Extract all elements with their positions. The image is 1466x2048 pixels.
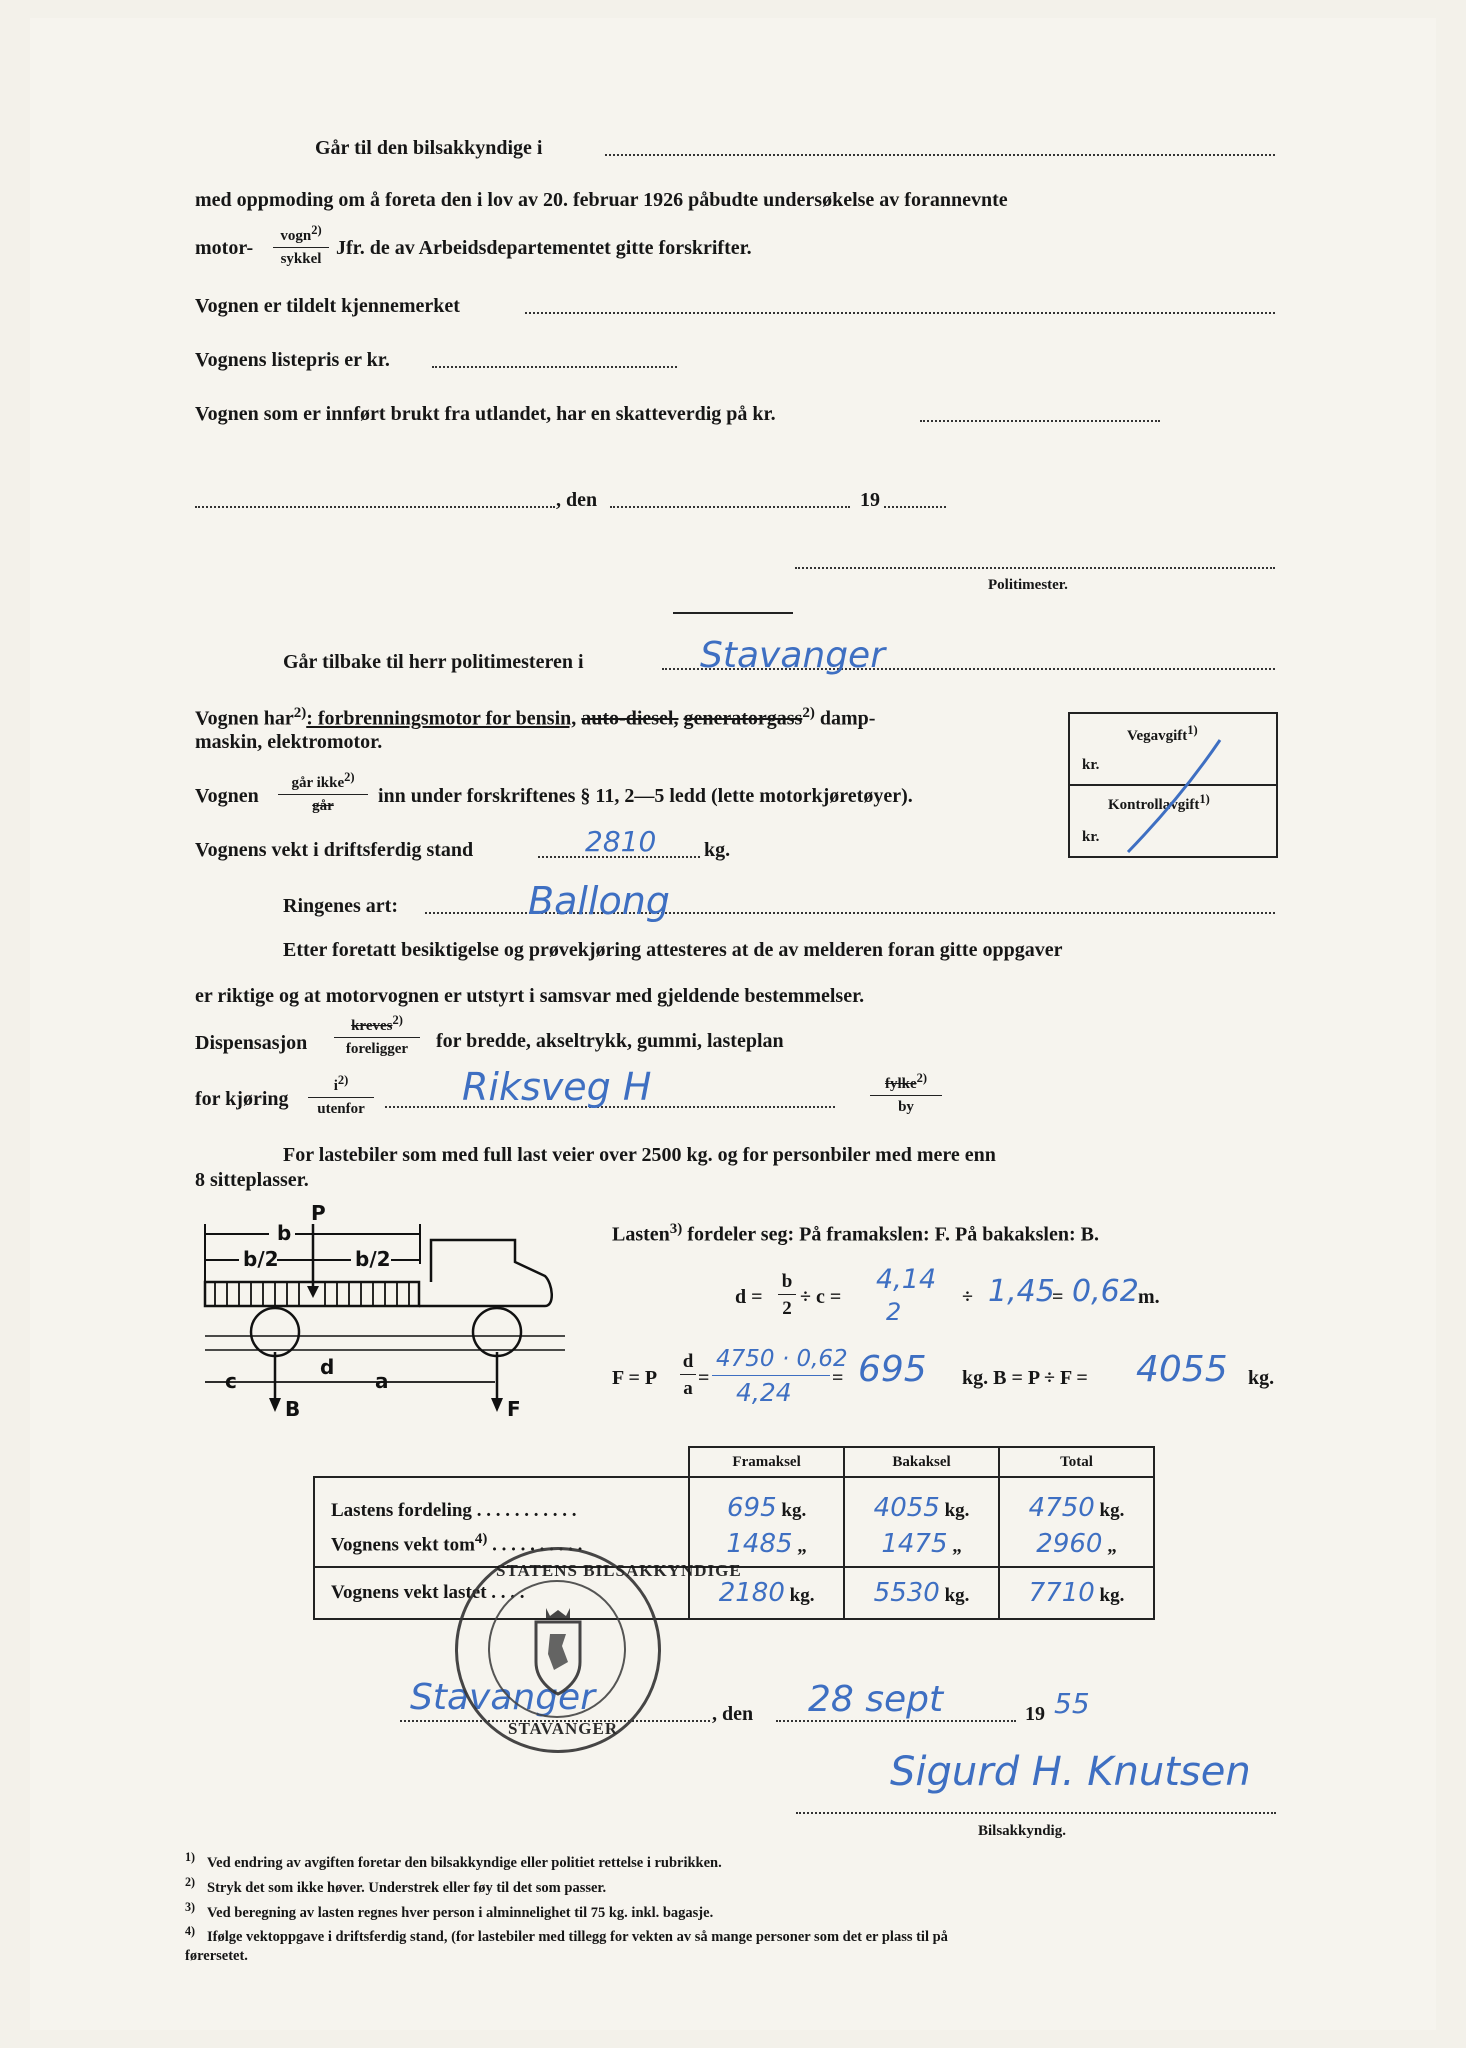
cell-value: 7710 — [1028, 1577, 1095, 1608]
goes-to-field[interactable] — [605, 154, 1275, 156]
formula-eq: = — [1052, 1286, 1064, 1308]
cell-value: 1485 — [726, 1528, 793, 1559]
diagram-B-label: B — [285, 1397, 301, 1421]
formula-hw-fraction-bar — [712, 1375, 830, 1376]
formula-minus-c: ÷ c = — [800, 1286, 842, 1308]
kontrollavgift-label: Kontrollavgift$^{1)}$ — [1108, 792, 1210, 813]
year-field-1[interactable] — [884, 506, 946, 508]
diagram-d-label: d — [320, 1355, 335, 1379]
table-header-framaksel: Framaksel — [689, 1447, 844, 1477]
load-diagram — [195, 1202, 575, 1422]
diagram-c-label: c — [225, 1369, 237, 1393]
section-divider — [673, 612, 793, 614]
table-header-row — [314, 1447, 1154, 1477]
paper-sheet — [30, 18, 1436, 2030]
kreves-fraction: kreves$^{2)}$ foreligger — [334, 1014, 420, 1057]
cell-value: 2960 — [1036, 1528, 1103, 1559]
signoff-year-handwriting: 55 — [1054, 1687, 1090, 1720]
formula-hw-414: 4,14 — [876, 1264, 937, 1295]
fylke-by-fraction: fylke$^{2)}$ by — [870, 1072, 942, 1115]
kjennemerke-field[interactable] — [525, 312, 1275, 314]
dispensasjon-label: Dispensasjon — [195, 1032, 308, 1054]
diagram-b-half-left: b/2 — [243, 1247, 279, 1271]
cell-value: 4055 — [873, 1493, 940, 1523]
cell-value: 5530 — [873, 1577, 940, 1608]
listepris-label: Vognens listepris er kr. — [195, 349, 390, 371]
dispensasjon-text: for bredde, akseltrykk, gummi, lasteplan — [436, 1030, 784, 1052]
signoff-den-label: , den — [712, 1703, 754, 1725]
footnote-1: $^{1)}$ Ved endring av avgiften foretar den bilsakkyndige eller politiet rettelse i rubrikken. — [185, 1850, 722, 1871]
formula-eq-2: = — [832, 1367, 844, 1389]
stamp-bottom-text: STAVANGER — [508, 1719, 619, 1738]
formula-hw-2: 2 — [886, 1298, 902, 1326]
load-distribution-table — [313, 1446, 1155, 1620]
formula-hw-denominator: 4,24 — [736, 1378, 792, 1407]
diagram-F-label: F — [507, 1397, 521, 1421]
formula-hw-4055: 4055 — [1136, 1349, 1228, 1390]
formula-d-eq: d = — [735, 1286, 763, 1308]
formula-hw-695: 695 — [858, 1349, 927, 1390]
table-row: Lastens fordeling . . . . . . . . . . . 695 kg. 4055 kg. 4750 kg. — [314, 1477, 1154, 1522]
kjoring-label: for kjøring — [195, 1088, 289, 1110]
cell-value: 695 — [726, 1493, 777, 1523]
ringenes-handwriting: Ballong — [528, 879, 670, 923]
vegavgift-label: Vegavgift$^{1)}$ — [1127, 723, 1198, 744]
formula-d-over-a: d a — [680, 1352, 696, 1398]
returns-to-handwriting: Stavanger — [700, 635, 886, 676]
vognen-label: Vognen — [195, 785, 259, 807]
table-header-empty — [314, 1447, 689, 1477]
year-label-1: 19 — [860, 489, 880, 511]
stamp-top-text: STATENS BILSAKKYNDIGE — [496, 1561, 742, 1580]
listepris-field[interactable] — [432, 366, 677, 368]
attest-line-2: er riktige og at motorvognen er utstyrt i samsvar med gjeldende bestemmelser. — [195, 985, 865, 1007]
kontrollavgift-kr: kr. — [1082, 829, 1100, 845]
vekt-unit: kg. — [704, 839, 731, 861]
lastebil-line-2: 8 sitteplasser. — [195, 1169, 309, 1191]
politimester-sign-field[interactable] — [795, 567, 1275, 569]
kjennemerke-label: Vognen er tildelt kjennemerket — [195, 295, 460, 317]
table-row: Vognens vekt tom$^{4)}$ . . . . . . . . . . 1485 „ 1475 „ 2960 „ — [314, 1522, 1154, 1567]
place-field-1[interactable] — [195, 506, 555, 508]
ringenes-label: Ringenes art: — [283, 895, 398, 917]
politimester-label: Politimester. — [988, 577, 1068, 593]
signoff-place-handwriting: Stavanger — [410, 1677, 596, 1718]
formula-minus: ÷ — [962, 1286, 973, 1308]
lasten-line: Lasten$^{3)}$ fordeler seg: På framakslen: F. På bakakslen: B. — [612, 1221, 1099, 1246]
formula-kg-B: kg. B = P ÷ F = — [962, 1367, 1088, 1389]
table-row: Vognens vekt lastet . . . . 2180 kg. 5530 kg. 7710 kg. — [314, 1567, 1154, 1619]
table-header-bakaksel: Bakaksel — [844, 1447, 999, 1477]
forskrift-text: inn under forskriftenes § 11, 2—5 ledd (lette motorkjøretøyer). — [378, 785, 913, 807]
goes-to-label: Går til den bilsakkyndige i — [315, 137, 543, 159]
signoff-year-label: 19 — [1025, 1703, 1045, 1725]
footnote-2: $^{2)}$ Stryk det som ikke høver. Understrek eller føy til det som passer. — [185, 1874, 607, 1896]
engine-line-2: maskin, elektromotor. — [195, 731, 383, 753]
formula-hw-145: 1,45 — [988, 1274, 1055, 1309]
footnotes — [185, 1848, 948, 1966]
vekt-label: Vognens vekt i driftsferdig stand — [195, 839, 474, 861]
signoff-date-handwriting: 28 sept — [808, 1679, 944, 1720]
returns-to-label: Går tilbake til herr politimesteren i — [283, 651, 584, 673]
diagram-p-label: P — [311, 1202, 326, 1225]
cell-value: 1475 — [881, 1528, 948, 1559]
jfr-text: Jfr. de av Arbeidsdepartementet gitte forskrifter. — [336, 237, 752, 259]
formula-m-unit: m. — [1138, 1286, 1160, 1308]
gar-fraction: går ikke$^{2)}$ går — [278, 771, 368, 814]
footnote-3: $^{3)}$ Ved beregning av lasten regnes hver person i alminnelighet til 75 kg. inkl. bagasje. — [185, 1899, 714, 1921]
vegavgift-kr: kr. — [1082, 757, 1100, 773]
diagram-b-half-right: b/2 — [355, 1247, 391, 1271]
den-label-1: , den — [556, 489, 598, 511]
row-label: Vognens vekt tom — [331, 1534, 475, 1556]
footnote-4: $^{4)}$ Ifølge vektoppgave i driftsferdig stand, (for lastebiler med tillegg for vekten av så mange personer som det er plass til på — [185, 1924, 948, 1946]
signature-field[interactable] — [796, 1812, 1276, 1814]
diagram-a-label: a — [375, 1369, 389, 1393]
cell-value: 4750 — [1028, 1493, 1095, 1523]
signature-handwriting: Sigurd H. Knutsen — [890, 1749, 1251, 1795]
vogn-sykkel-fraction: vogn$^{2)}$ sykkel — [273, 224, 329, 267]
kjoring-handwriting: Riksveg H — [462, 1065, 652, 1109]
row-label: Vognens vekt lastet — [331, 1582, 487, 1603]
footnote-4-cont: førersetet. — [185, 1948, 248, 1965]
avgift-box — [1068, 712, 1278, 858]
lastebil-line-1: For lastebiler som med full last veier over 2500 kg. og for personbiler med mere enn — [283, 1144, 996, 1166]
table-header-total: Total — [999, 1447, 1154, 1477]
i-utenfor-fraction: $i^{2)}$ utenfor — [308, 1074, 374, 1117]
formula-b-over-2: b 2 — [778, 1272, 796, 1318]
formula-hw-numerator: 4750 · 0,62 — [716, 1346, 848, 1372]
formula-eq-1: = — [698, 1367, 710, 1389]
bilsakkyndig-label: Bilsakkyndig. — [978, 1823, 1066, 1839]
skatteverdig-label: Vognen som er innført brukt fra utlandet, har en skatteverdig på kr. — [195, 403, 776, 425]
formula-F-eq: F = P — [612, 1367, 658, 1389]
attest-line-1: Etter foretatt besiktigelse og prøvekjøring attesteres at de av melderen foran gitte oppgaver — [283, 939, 1063, 961]
engine-line-1: Vognen har$^{2)}$: forbrenningsmotor for bensin, auto-diesel, generatorgass$^{2)}$ damp- — [195, 705, 876, 730]
diagram-b-label: b — [277, 1221, 292, 1245]
vekt-handwriting: 2810 — [585, 825, 657, 858]
cell-value: 2180 — [718, 1577, 785, 1608]
row-label: Lastens fordeling — [331, 1500, 472, 1521]
request-text: med oppmoding om å foreta den i lov av 20. februar 1926 påbudte undersøkelse av forannevnte — [195, 189, 1008, 211]
date-field-1[interactable] — [610, 506, 850, 508]
motor-prefix: motor- — [195, 237, 254, 259]
box-handwritten-stroke — [1070, 714, 1276, 856]
signoff-date-field[interactable] — [776, 1720, 1016, 1722]
formula-kg-end: kg. — [1248, 1367, 1275, 1389]
formula-hw-062: 0,62 — [1072, 1274, 1139, 1309]
skatteverdig-field[interactable] — [920, 420, 1160, 422]
